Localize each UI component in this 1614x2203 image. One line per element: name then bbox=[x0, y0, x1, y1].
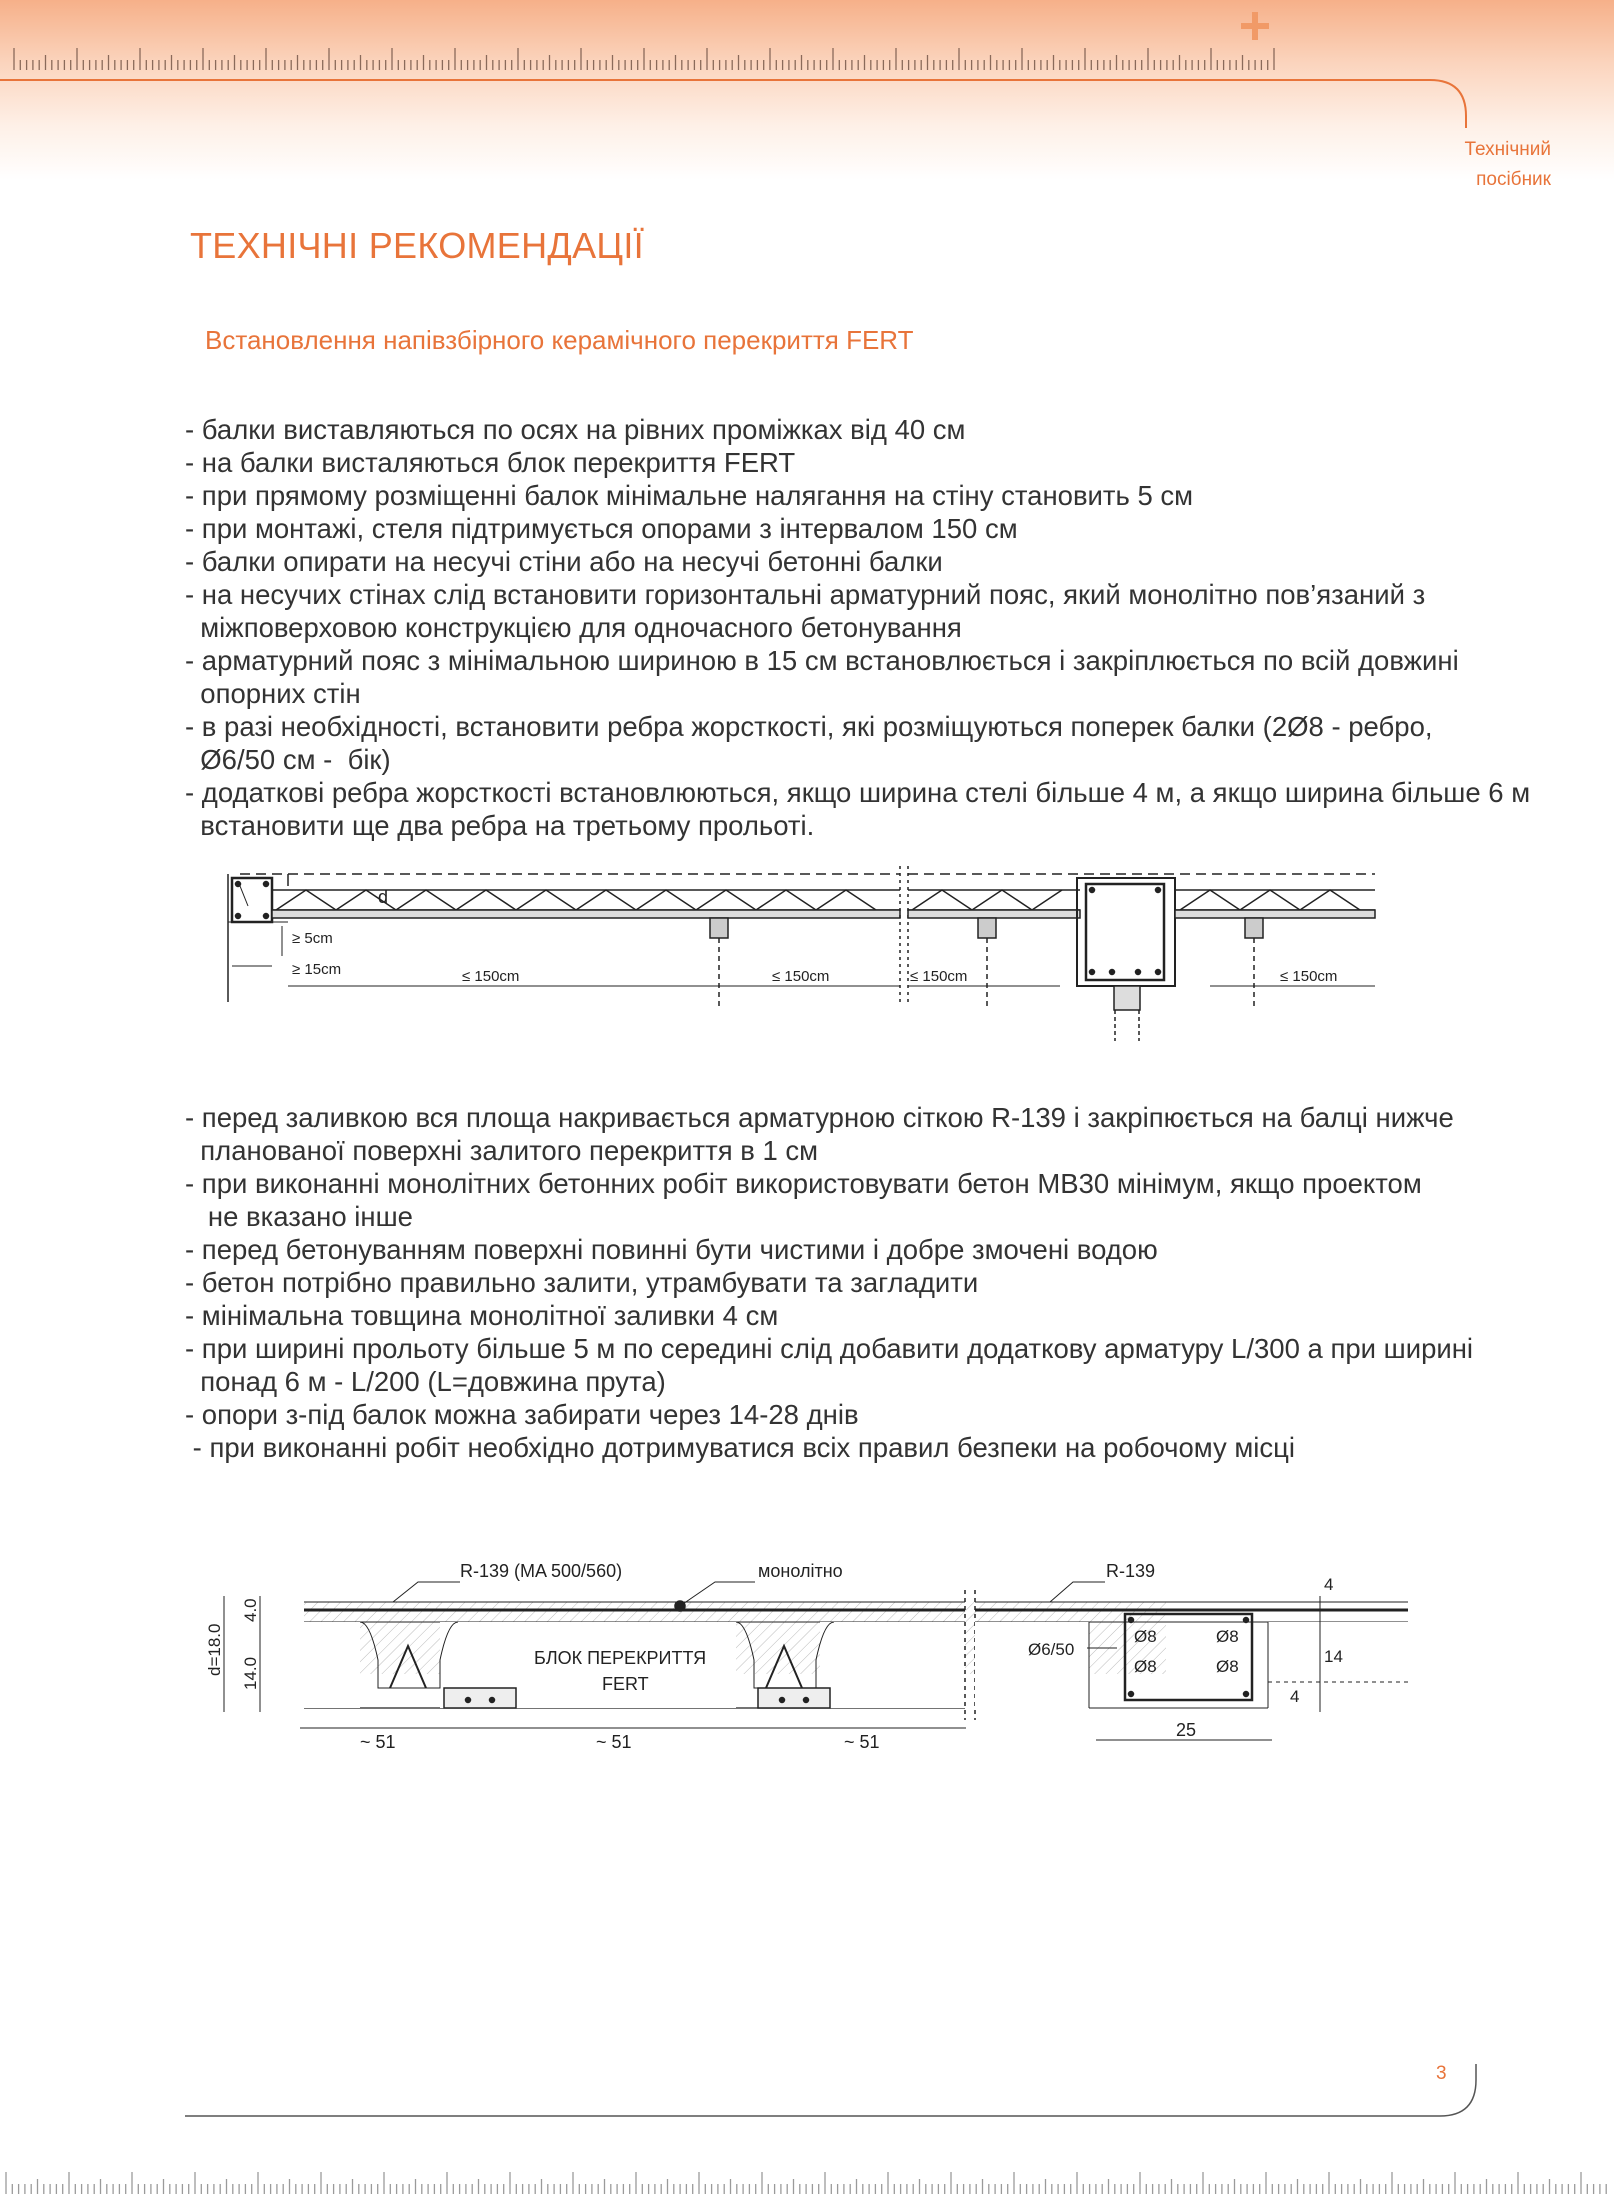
footer-frame-line bbox=[0, 2050, 1614, 2120]
recommendation-line: міжповерховою конструкцією для одночасного бетонування bbox=[185, 612, 962, 643]
recommendation-line: понад 6 м - L/200 (L=довжина прута) bbox=[185, 1366, 666, 1397]
block-label-line1: БЛОК ПЕРЕКРИТТЯ bbox=[534, 1648, 707, 1668]
prop-spacing-label-4: ≤ 150cm bbox=[1280, 968, 1338, 985]
prop-spacing-label-1: ≤ 150cm bbox=[462, 968, 520, 985]
recommendation-line: - при виконанні робіт необхідно дотримуватися всіх правил безпеки на робочому місці bbox=[185, 1432, 1295, 1463]
page-number: 3 bbox=[1436, 2063, 1447, 2084]
depth-label: d bbox=[378, 887, 389, 907]
recommendation-line: встановити ще два ребра на третьому прольоті. bbox=[185, 810, 815, 841]
prop-spacing-label-3: ≤ 150cm bbox=[910, 968, 968, 985]
spacing-label-3: ~ 51 bbox=[844, 1732, 880, 1752]
recommendation-line: - опори з-під балок можна забирати через 14-28 днів bbox=[185, 1399, 859, 1430]
recommendation-line: - перед заливкою вся площа накривається арматурною сіткою R-139 і закріпюється на балці нижче bbox=[185, 1102, 1454, 1133]
recommendation-line: - при прямому розміщенні балок мінімальне налягання на стіну становить 5 см bbox=[185, 480, 1194, 511]
min-belt-label: ≥ 15cm bbox=[292, 961, 342, 978]
top-thickness-label: 4 bbox=[1324, 1575, 1334, 1594]
header-frame-line bbox=[0, 0, 1614, 180]
rib-mesh-label: R-139 bbox=[1106, 1561, 1156, 1581]
mesh-label: R-139 (MA 500/560) bbox=[460, 1561, 623, 1581]
recommendation-line: Ø6/50 см - бік) bbox=[185, 744, 391, 775]
recommendation-line: планованої поверхні залитого перекриття в 1 см bbox=[185, 1135, 819, 1166]
recommendation-line: опорних стін bbox=[185, 678, 361, 709]
recommendation-line: - на балки висталяються блок перекриття FERT bbox=[185, 447, 796, 478]
recommendation-line: - мінімальна товщина монолітної заливки 4 см bbox=[185, 1300, 779, 1331]
stirrup-label: Ø6/50 bbox=[1028, 1640, 1075, 1659]
monolith-label: монолітно bbox=[758, 1561, 843, 1581]
rib-width-label: 25 bbox=[1176, 1720, 1197, 1740]
page-title: ТЕХНІЧНІ РЕКОМЕНДАЦІЇ bbox=[190, 225, 644, 266]
recommendation-line: - на несучих стінах слід встановити горизонтальні арматурний пояс, який монолітно пов’язаний з bbox=[185, 579, 1426, 610]
top-depth-label: 4.0 bbox=[241, 1598, 260, 1622]
recommendations-list-1 bbox=[185, 413, 1530, 842]
rib-depth-label: 14 bbox=[1324, 1647, 1343, 1666]
prop-spacing-label-2: ≤ 150cm bbox=[772, 968, 830, 985]
section-subtitle: Встановлення напівзбірного керамічного перекриття FERT bbox=[205, 325, 914, 355]
spacing-label-2: ~ 51 bbox=[596, 1732, 632, 1752]
guide-label-line2: посібник bbox=[1476, 169, 1551, 190]
recommendation-line: - арматурний пояс з мінімальною шириною в 15 см встановлюється і закріплюється по всій довжині bbox=[185, 645, 1459, 676]
beam-layout-drawing bbox=[220, 866, 1380, 1041]
recommendation-line: - при ширині прольоту більше 5 м по середині слід добавити додаткову арматуру L/300 а при ширині bbox=[185, 1333, 1474, 1364]
block-depth-label: 14.0 bbox=[241, 1656, 260, 1690]
recommendation-line: - в разі необхідності, встановити ребра жорсткості, які розміщуються поперек балки (2Ø8 - ребро, bbox=[185, 711, 1433, 742]
block-label-line2: FERT bbox=[602, 1674, 649, 1694]
bar-label-top-right: Ø8 bbox=[1216, 1627, 1239, 1646]
bar-label-bottom-right: Ø8 bbox=[1216, 1657, 1239, 1676]
floor-section-drawing bbox=[200, 1550, 1420, 1760]
plus-icon bbox=[1241, 12, 1269, 40]
recommendation-line: - додаткові ребра жорсткості встановлюються, якщо ширина стелі більше 4 м, а якщо ширина більше 6 м bbox=[185, 777, 1531, 808]
recommendation-line: - балки виставляються по осях на рівних проміжках від 40 см bbox=[185, 414, 966, 445]
recommendations-list-2 bbox=[185, 1101, 1473, 1464]
bar-label-bottom-left: Ø8 bbox=[1134, 1657, 1157, 1676]
recommendation-line: - перед бетонуванням поверхні повинні бути чистими і добре змочені водою bbox=[185, 1234, 1158, 1265]
recommendation-line: - при виконанні монолітних бетонних робіт використовувати бетон МВ30 мінімум, якщо проектом bbox=[185, 1168, 1422, 1199]
recommendation-line: - бетон потрібно правильно залити, утрамбувати та загладити bbox=[185, 1267, 979, 1298]
bottom-thickness-label: 4 bbox=[1290, 1687, 1300, 1706]
recommendation-line: не вказано інше bbox=[185, 1201, 413, 1232]
recommendation-line: - балки опирати на несучі стіни або на несучі бетонні балки bbox=[185, 546, 943, 577]
spacing-label-1: ~ 51 bbox=[360, 1732, 396, 1752]
bottom-ruler bbox=[0, 2168, 1614, 2198]
guide-label-line1: Технічний bbox=[1464, 139, 1551, 160]
min-bearing-label: ≥ 5cm bbox=[292, 930, 333, 947]
recommendation-line: - при монтажі, стеля підтримується опорами з інтервалом 150 см bbox=[185, 513, 1018, 544]
total-depth-label: d=18.0 bbox=[205, 1623, 224, 1676]
bar-label-top-left: Ø8 bbox=[1134, 1627, 1157, 1646]
